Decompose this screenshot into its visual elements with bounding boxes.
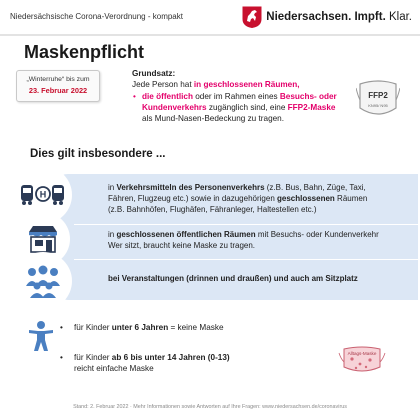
header-title: Niedersächsische Corona-Verordnung - kompakt xyxy=(10,12,183,21)
date-badge-line1: „Winterruhe“ bis zum xyxy=(26,76,90,83)
grundsatz-text: zugänglich sind, eine xyxy=(206,102,288,112)
brand-logo xyxy=(242,6,412,28)
ffp2-mask-icon xyxy=(356,78,400,120)
panel-text: Fähren, Flugzeug etc.) sowie in dazugehörigen xyxy=(108,194,277,203)
public-rooms-line1 xyxy=(108,229,414,240)
brand-text xyxy=(266,11,412,23)
kid-rule-line2: reicht einfache Maske xyxy=(74,364,154,373)
transport-line2 xyxy=(108,193,414,204)
kid-rule-under-6 xyxy=(60,322,224,333)
section-heading: Dies gilt insbesondere ... xyxy=(30,148,166,160)
grundsatz-line1 xyxy=(132,79,362,90)
rules-panel xyxy=(39,174,418,300)
grundsatz-highlight: Kundenverkehrs xyxy=(142,102,207,112)
horse-logo-icon xyxy=(242,6,262,28)
panel-bold: geschlossenen öffentlichen Räumen xyxy=(116,230,256,239)
panel-bold: geschlossenen xyxy=(277,194,335,203)
panel-item-public-rooms xyxy=(108,229,414,251)
transport-icon xyxy=(20,182,66,208)
date-badge xyxy=(16,70,100,102)
brand-main: Niedersachsen. Impft. xyxy=(266,11,386,23)
panel-item-transport xyxy=(108,182,414,215)
kid-bullet: • xyxy=(60,353,63,362)
grundsatz-text: oder im Rahmen eines xyxy=(192,91,280,101)
event-icon-circle xyxy=(14,252,72,310)
grundsatz-line2 xyxy=(132,91,362,102)
footer-note: Stand: 2. Februar 2022 · Mehr Informationen sowie Antworten auf Ihre Fragen: www.niedersachsen.de/coronavirus xyxy=(73,404,347,410)
header-bar xyxy=(0,0,420,36)
grundsatz-highlight: in geschlossenen Räumen, xyxy=(193,80,300,90)
kid-text: für Kinder xyxy=(74,353,112,362)
kid-rule-6-to-13 xyxy=(60,352,230,374)
panel-bold: Verkehrsmitteln des Personenverkehrs xyxy=(116,183,265,192)
panel-text: mit Besuchs- oder Kundenverkehr xyxy=(255,230,379,239)
mask-label: FFP2 xyxy=(368,91,388,100)
storefront-icon xyxy=(27,224,59,254)
events-text: bei Veranstaltungen (drinnen und draußen) und auch am Sitzplatz xyxy=(108,274,358,283)
date-badge-line2: 23. Februar 2022 xyxy=(28,86,88,95)
grundsatz-block xyxy=(132,68,362,124)
kid-bullet: • xyxy=(60,323,63,332)
public-rooms-line2: Wer sitzt, braucht keine Maske zu tragen. xyxy=(108,241,256,250)
panel-divider xyxy=(74,259,418,260)
transport-line3: (z.B. Bahnhöfen, Flughäfen, Fähranleger, Haltestellen etc.) xyxy=(108,205,317,214)
grundsatz-heading: Grundsatz: xyxy=(132,69,176,78)
grundsatz-line3 xyxy=(132,102,362,113)
kid-bold: unter 6 Jahren xyxy=(111,323,169,332)
grundsatz-line4: als Mund-Nasen-Bedeckung zu tragen. xyxy=(142,114,284,124)
grundsatz-text: Jede Person hat xyxy=(132,80,194,90)
page-title: Maskenpflicht xyxy=(24,42,145,62)
kid-bold: ab 6 bis unter 14 Jahren (0-13) xyxy=(111,353,230,362)
brand-suffix: Klar. xyxy=(388,11,412,23)
grundsatz-highlight: Besuchs- oder xyxy=(279,91,337,101)
svg-text:H: H xyxy=(39,189,47,200)
panel-divider xyxy=(74,224,418,225)
kid-text: = keine Maske xyxy=(168,323,224,332)
everyday-mask-label: Alltags-Maske xyxy=(347,351,377,356)
panel-text: in xyxy=(108,183,117,192)
transport-line1 xyxy=(108,182,414,193)
kid-text: für Kinder xyxy=(74,323,112,332)
panel-text: in xyxy=(108,230,117,239)
everyday-mask-icon xyxy=(338,345,386,375)
grundsatz-highlight: FFP2-Maske xyxy=(287,102,336,112)
panel-item-events xyxy=(108,273,414,284)
mask-sublabel: KN95/ N95 xyxy=(368,103,388,108)
people-group-icon xyxy=(24,264,62,298)
panel-text: (z.B. Bus, Bahn, Züge, Taxi, xyxy=(264,183,366,192)
panel-text: Räumen xyxy=(334,194,368,203)
child-figure-icon xyxy=(28,320,54,352)
grundsatz-highlight: die öffentlich xyxy=(142,91,193,101)
